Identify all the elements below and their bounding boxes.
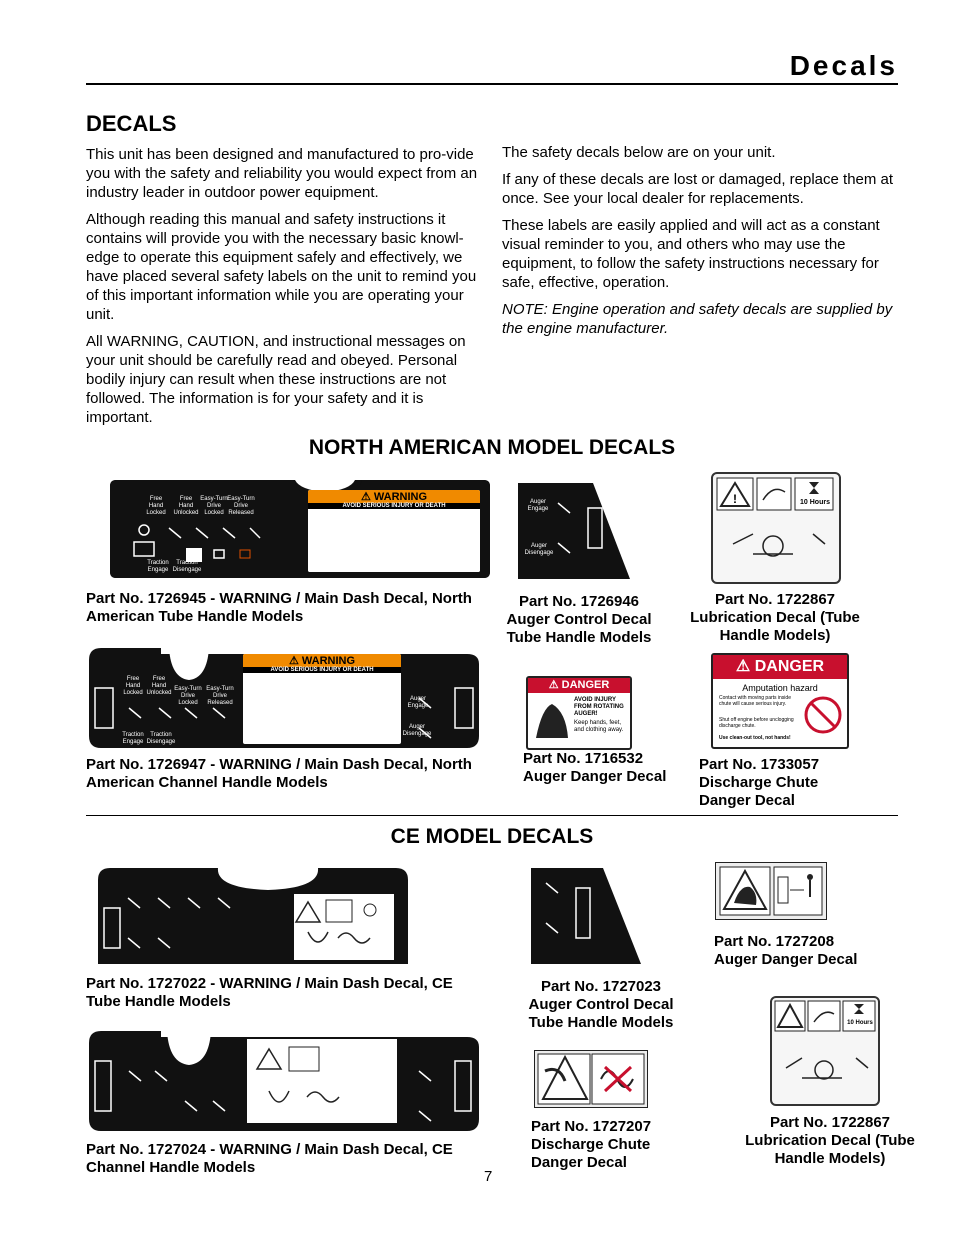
caption-1727023: Part No. 1727023 Auger Control Decal Tube Handle Models	[528, 978, 674, 1031]
intro-paragraph: These labels are easily applied and will act as a constant visual reminder to you, and others who may use the equipment, to follow the safety instructions necessary for safe, effective, operation.	[502, 217, 880, 291]
section-heading-decals: DECALS	[86, 111, 177, 136]
intro-paragraph: All WARNING, CAUTION, and instructional messages on your unit should be carefully read and obeyed. Personal bodily injury can result when these instructions are not followed. The information is for your safety and it is important.	[86, 333, 466, 426]
intro-left-column	[86, 145, 481, 435]
caption-1722867-ce: Part No. 1722867 Lubrication Decal (Tube Handle Models)	[745, 1114, 915, 1167]
caption-1726947: Part No. 1726947 - WARNING / Main Dash Decal, North American Channel Handle Models	[86, 756, 472, 791]
page-header-title: Decals	[789, 50, 898, 81]
decal-1727022-image	[98, 868, 408, 964]
decal-1727207-image	[534, 1050, 648, 1108]
intro-note: NOTE: Engine operation and safety decals are supplied by the engine manufacturer.	[502, 301, 893, 337]
decal-1727024-image	[89, 1031, 479, 1131]
decal-1733057-image: ⚠ DANGER Amputation hazard Contact with moving parts inside chute will cause serious injury. Shut off engine before unclogging discharge chute. Use clean-out tool, not hands!	[711, 653, 849, 749]
section-heading-ce: CE MODEL DECALS	[390, 825, 594, 848]
warning-panel: ⚠ WARNING AVOID SERIOUS INJURY OR DEATH	[308, 490, 480, 572]
section-heading-north-american: NORTH AMERICAN MODEL DECALS	[308, 436, 676, 459]
decal-1722867-ce-image: 10 Hours	[770, 996, 880, 1106]
section-divider	[86, 815, 898, 816]
decal-1726946-image: Auger Engage Auger Disengage	[518, 483, 630, 579]
intro-paragraph: Although reading this manual and safety instructions it contains will provide you with the necessary basic knowl-edge to operate this equipment safely and effectively, we have placed several safety labels on the unit to remind you of this important information while you are operating your unit.	[86, 211, 477, 323]
decal-1716532-image: ⚠ DANGER AVOID INJURY FROM ROTATING AUGER! Keep hands, feet, and clothing away.	[526, 676, 632, 750]
decal-1727023-image	[531, 868, 641, 964]
decal-1722867-image: ! 10 Hours	[711, 472, 841, 584]
caption-1722867: Part No. 1722867 Lubrication Decal (Tube Handle Models)	[690, 591, 860, 644]
caption-1727207: Part No. 1727207 Discharge Chute Danger Decal	[531, 1118, 652, 1171]
decal-1726945-image: Free Hand Locked Free Hand Unlocked Easy-Turn Drive Locked Easy-Turn Drive Released Traction Engage Traction Disengage ⚠ WARNING AVOID SERIOUS INJURY OR DEATH	[110, 480, 490, 578]
warning-panel: ⚠ WARNING AVOID SERIOUS INJURY OR DEATH	[243, 654, 401, 744]
intro-right-column	[502, 143, 897, 346]
caption-1727024: Part No. 1727024 - WARNING / Main Dash Decal, CE Channel Handle Models	[86, 1141, 453, 1176]
warning-header: ⚠ WARNING	[308, 490, 480, 503]
page-number: 7	[484, 1168, 493, 1185]
caption-1727022: Part No. 1727022 - WARNING / Main Dash Decal, CE Tube Handle Models	[86, 975, 453, 1010]
header-rule	[86, 83, 898, 85]
caption-1727208: Part No. 1727208 Auger Danger Decal	[714, 933, 858, 968]
caption-1716532: Part No. 1716532 Auger Danger Decal	[523, 750, 667, 785]
intro-paragraph: This unit has been designed and manufactured to pro-vide you with the safety and reliability you would expect from an industry leader in outdoor power equipment.	[86, 146, 478, 201]
decal-1727208-image	[715, 862, 827, 920]
decal-1726947-image: Free Hand Locked Free Hand Unlocked Easy-Turn Drive Locked Easy-Turn Drive Released Traction Engage Traction Disengage ⚠ WARNING AVOID SERIOUS INJURY OR DEATH Auger Engage Auger Disengage	[89, 648, 479, 748]
caption-1726946: Part No. 1726946 Auger Control Decal Tube Handle Models	[506, 593, 652, 646]
intro-paragraph: The safety decals below are on your unit.	[502, 144, 776, 161]
intro-paragraph: If any of these decals are lost or damaged, replace them at once. See your local dealer for replacements.	[502, 171, 894, 207]
svg-text:!: !	[733, 492, 737, 506]
caption-1726945: Part No. 1726945 - WARNING / Main Dash Decal, North American Tube Handle Models	[86, 590, 472, 625]
caption-1733057: Part No. 1733057 Discharge Chute Danger Decal	[699, 756, 820, 809]
